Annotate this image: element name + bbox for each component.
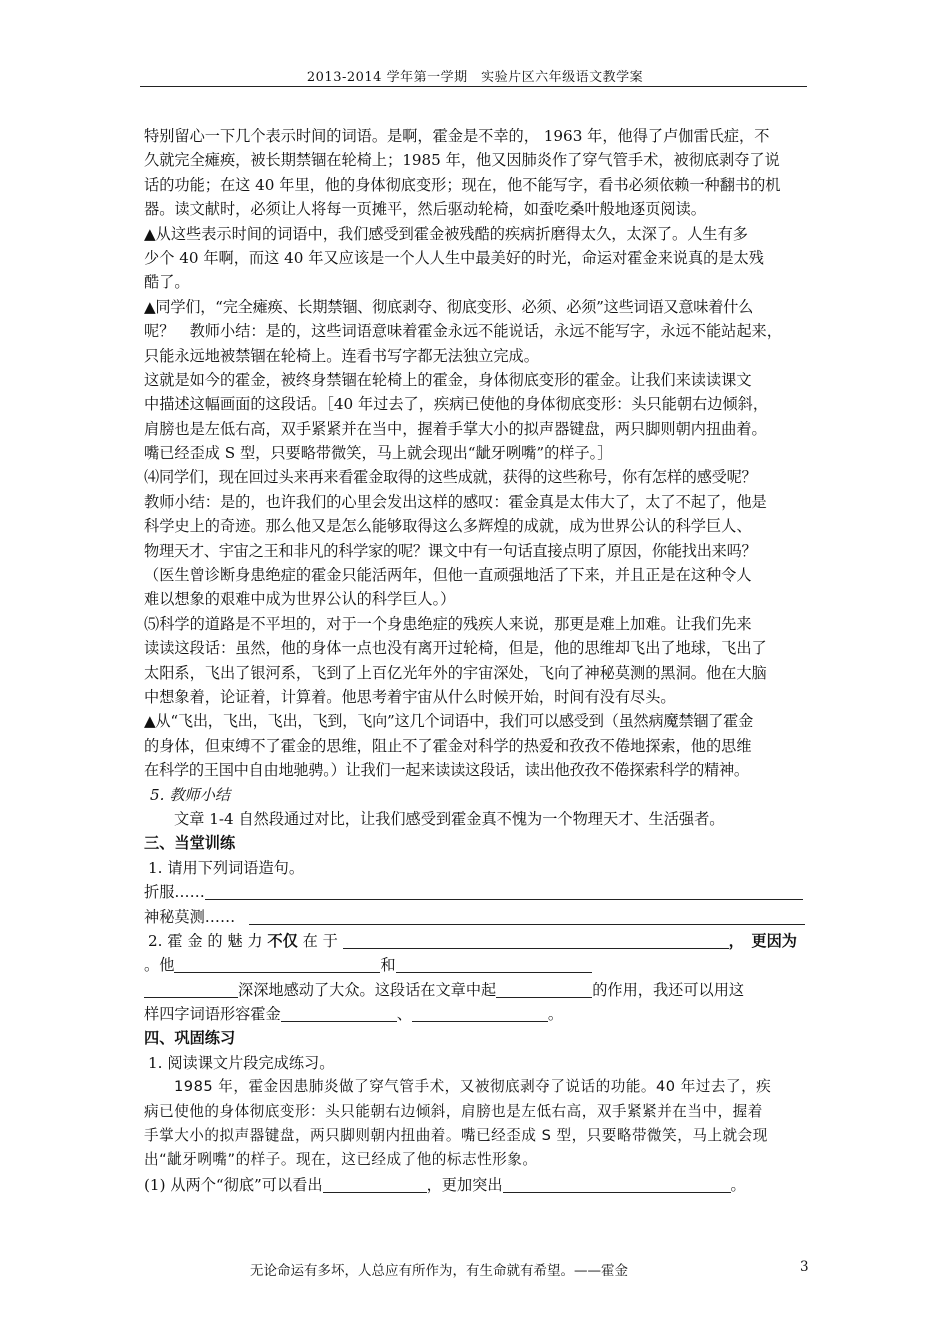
answer-blank[interactable] [249, 908, 805, 925]
fill-blank-row [144, 1173, 808, 1197]
text-line: 少个 40 年啊，而这 40 年又应该是一个人人生中最美好的时光，命运对霍金来说真的是太残 [144, 248, 764, 267]
text-line: 难以想象的艰难中成为世界公认的科学巨人。） [144, 590, 456, 609]
text-line: ▲从这些表示时间的词语中，我们感受到霍金被残酷的疾病折磨得太久，太深了。人生有多 [144, 224, 748, 243]
question-text: 。 [730, 1175, 746, 1194]
question-text: 深深地感动了大众。这段话在文章中起 [238, 980, 497, 999]
teacher-summary-text: 文章 1-4 自然段通过对比，让我们感受到霍金真不愧为一个物理天才、生活强者。 [174, 809, 725, 828]
fill-blank-row [144, 929, 808, 953]
sentence-exercise-row [144, 905, 808, 929]
text-line: 在科学的王国中自由地驰骋。）让我们一起来读读这段话，读出他孜孜不倦探索科学的精神。 [144, 761, 749, 780]
header-rule [140, 86, 807, 87]
question-text: 的作用，我还可以用这 [592, 980, 745, 999]
word-prompt: 神秘莫测…… [144, 907, 236, 926]
fill-blank-row [144, 1002, 808, 1026]
text-line: 久就完全瘫痪，被长期禁锢在轮椅上；1985 年，他又因肺炎作了穿气管手术，被彻底剥夺了说 [144, 151, 780, 170]
teacher-summary-heading: 5. 教师小结 [150, 785, 231, 804]
answer-blank[interactable] [174, 956, 380, 973]
fill-blank-row [144, 978, 808, 1002]
page-number: 3 [800, 1259, 809, 1275]
answer-blank[interactable] [281, 1005, 397, 1022]
answer-blank[interactable] [412, 1005, 548, 1022]
footer-quote: 无论命运有多坏，人总应有所作为，有生命就有希望。——霍金 [250, 1263, 628, 1279]
text-line: 肩膀也是左低右高，双手紧紧并在当中，握着手掌大小的拟声器键盘，两只脚则朝内扭曲着。 [144, 419, 767, 438]
keyword-text: 不仅 [267, 931, 298, 950]
text-line: ⑸科学的道路是不平坦的，对于一个身患绝症的残疾人来说，那更是难上加难。让我们先来 [144, 614, 752, 633]
exercise-question: 1. 阅读课文片段完成练习。 [148, 1053, 335, 1072]
text-line: ⑷同学们，现在回过头来再来看霍金取得的这些成就，获得的这些称号，你有怎样的感受呢？ [144, 468, 757, 487]
text-line: 呢？ 教师小结：是的，这些词语意味着霍金永远不能说话，永远不能写字，永远不能站起来， [144, 322, 782, 341]
text-line: 器。读文献时，必须让人将每一页摊平，然后驱动轮椅，如蚕吃桑叶般地逐页阅读。 [144, 200, 706, 219]
question-text: 2. 霍 金 的 魅 力 [148, 931, 263, 950]
question-text: 、 [396, 1005, 412, 1024]
sentence-exercise-row [144, 880, 808, 904]
answer-blank[interactable] [496, 981, 592, 998]
text-line: 酷了。 [144, 273, 190, 292]
text-line: 这就是如今的霍金，被终身禁锢在轮椅上的霍金，身体彻底变形的霍金。让我们来读读课文 [144, 370, 752, 389]
keyword-text: ， 更因为 [728, 931, 797, 950]
text-line: 中描述这幅画面的这段话。［40 年过去了，疾病已使他的身体彻底变形：头只能朝右边倾斜， [144, 395, 769, 414]
text-line: 科学史上的奇迹。那么他又是怎么能够取得这么多辉煌的成就，成为世界公认的科学巨人、 [144, 517, 752, 536]
text-line: （医生曾诊断身患绝症的霍金只能活两年，但他一直顽强地活了下来，并且正是在这种令人 [144, 566, 752, 585]
question-text: ，更加突出 [426, 1175, 503, 1194]
answer-blank[interactable] [144, 981, 238, 998]
question-text: 。 [547, 1005, 564, 1024]
question-text: 。他 [144, 956, 175, 975]
question-text: 在 于 [302, 931, 338, 950]
word-prompt: 折服…… [144, 883, 205, 902]
text-line: ▲同学们，“完全瘫痪、长期禁锢、彻底剥夺、彻底变形、必须、必须”这些词语又意味着什么 [144, 297, 754, 316]
text-line: 中想象着，论证着，计算着。他思考着宇宙从什么时候开始，时间有没有尽头。 [144, 687, 676, 706]
page-header: 2013-2014 学年第一学期 实验片区六年级语文教学案 [306, 70, 644, 85]
answer-blank[interactable] [205, 883, 803, 900]
passage-line: 手掌大小的拟声器键盘，两只脚则朝内扭曲着。嘴已经歪成 S 型，只要略带微笑，马上就会现 [144, 1127, 768, 1145]
answer-blank[interactable] [396, 956, 592, 973]
text-line: 物理天才、宇宙之王和非凡的科学家的呢？课文中有一句话直接点明了原因，你能找出来吗？ [144, 541, 757, 560]
document-body [144, 124, 808, 1197]
answer-blank[interactable] [323, 1176, 427, 1193]
text-line: 的身体，但束缚不了霍金的思维，阻止不了霍金对科学的热爱和孜孜不倦地探索，他的思维 [144, 736, 752, 755]
answer-blank[interactable] [503, 1176, 731, 1193]
section-heading: 三、当堂训练 [144, 834, 236, 853]
question-text: 样四字词语形容霍金 [144, 1005, 281, 1024]
question-text: (1) 从两个“彻底”可以看出 [144, 1175, 323, 1194]
passage-line: 1985 年，霍金因患肺炎做了穿气管手术，又被彻底剥夺了说话的功能。40 年过去了，疾 [174, 1078, 772, 1096]
text-line: 特别留心一下几个表示时间的词语。是啊，霍金是不幸的， 1963 年，他得了卢伽雷氏症，不 [144, 127, 770, 145]
fill-blank-row [144, 953, 808, 977]
text-line: 只能永远地被禁锢在轮椅上。连看书写字都无法独立完成。 [144, 346, 539, 365]
exercise-question: 1. 请用下列词语造句。 [148, 858, 305, 877]
text-line: 话的功能；在这 40 年里，他的身体彻底变形；现在，他不能写字，看书必须依赖一种翻书的机 [144, 175, 781, 194]
text-line: 读读这段话：虽然，他的身体一点也没有离开过轮椅，但是，他的思维却飞出了地球，飞出了 [144, 639, 767, 658]
question-text: 和 [380, 956, 396, 975]
text-line: 教师小结：是的，也许我们的心里会发出这样的感叹：霍金真是太伟大了，太了不起了，他是 [144, 492, 767, 511]
answer-blank[interactable] [343, 932, 729, 949]
text-line: 太阳系，飞出了银河系，飞到了上百亿光年外的宇宙深处，飞向了神秘莫测的黑洞。他在大脑 [144, 663, 767, 682]
text-line: ▲从“飞出，飞出，飞出，飞到，飞向”这几个词语中，我们可以感受到（虽然病魔禁锢了霍金 [144, 712, 754, 731]
passage-line: 出“龇牙咧嘴”的样子。现在，这已经成了他的标志性形象。 [144, 1151, 538, 1169]
section-heading: 四、巩固练习 [144, 1029, 236, 1048]
text-line: 嘴已经歪成 S 型，只要略带微笑，马上就会现出“龇牙咧嘴”的样子。］ [144, 444, 613, 463]
passage-line: 病已使他的身体彻底变形：头只能朝右边倾斜，肩膀也是左低右高，双手紧紧并在当中，握着 [144, 1102, 763, 1120]
